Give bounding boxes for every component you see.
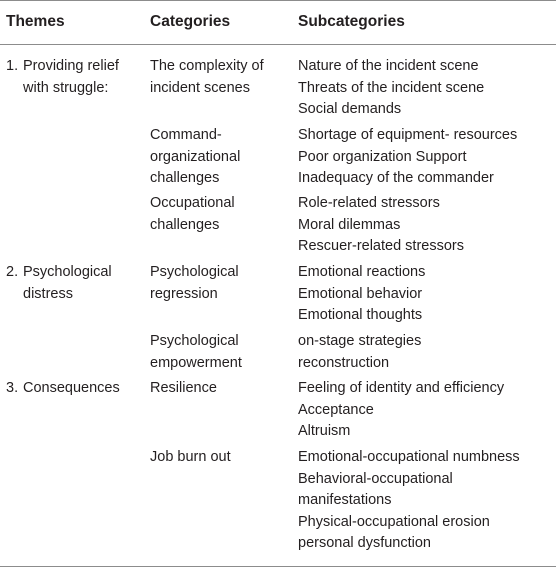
- theme-3: [6, 378, 120, 400]
- theme-number: 1.: [6, 58, 19, 74]
- subcategory-item: Emotional behavior: [298, 285, 423, 302]
- category-complexity-of-incident-scenes: [150, 56, 264, 99]
- header-categories: Categories: [150, 13, 231, 30]
- subcategories-regression: [298, 262, 425, 327]
- category-label: The complexity of: [150, 58, 264, 74]
- header-rule: [0, 44, 556, 45]
- subcategory-item: Poor organization Support: [298, 148, 467, 165]
- header-themes: Themes: [6, 13, 65, 30]
- theme-1: [6, 56, 119, 99]
- category-psychological-empowerment: [150, 331, 242, 374]
- category-psychological-regression: [150, 262, 239, 305]
- subcategories-empowerment: [298, 331, 421, 374]
- subcategory-item: Social demands: [298, 101, 402, 118]
- category-command-organizational-challenges: [150, 125, 240, 190]
- top-rule: [0, 0, 556, 1]
- bottom-rule: [0, 566, 556, 567]
- subcategory-item: Shortage of equipment- resources: [298, 127, 518, 143]
- subcategory-item: Moral dilemmas: [298, 216, 401, 233]
- subcategories-resilience: [298, 378, 504, 443]
- subcategory-item: reconstruction: [298, 354, 390, 371]
- subcategory-item: manifestations: [298, 492, 392, 509]
- subcategory-item: on-stage strategies: [298, 333, 422, 349]
- category-job-burn-out: [150, 447, 231, 469]
- subcategory-item: Emotional reactions: [298, 264, 426, 280]
- subcategory-item: Feeling of identity and efficiency: [298, 380, 505, 396]
- subcategory-item: Role-related stressors: [298, 195, 440, 211]
- subcategories-occupational: [298, 193, 464, 258]
- category-label: challenges: [150, 170, 220, 187]
- subcategory-item: Behavioral-occupational: [298, 470, 453, 487]
- subcategory-item: Inadequacy of the commander: [298, 170, 494, 187]
- category-label: incident scenes: [150, 79, 250, 96]
- subcategory-item: Emotional-occupational numbness: [298, 449, 520, 465]
- theme-label: Consequences: [23, 380, 120, 396]
- category-label: challenges: [150, 216, 220, 233]
- theme-2: [6, 262, 112, 305]
- subcategory-item: Nature of the incident scene: [298, 58, 479, 74]
- category-label: empowerment: [150, 354, 242, 371]
- subcategories-complexity: [298, 56, 484, 121]
- category-label: Job burn out: [150, 449, 231, 465]
- category-label: Command-: [150, 127, 222, 143]
- theme-label: Providing relief: [23, 58, 119, 74]
- category-label: regression: [150, 285, 218, 302]
- subcategories-command: [298, 125, 517, 190]
- subcategory-item: Rescuer-related stressors: [298, 238, 464, 255]
- category-label: Occupational: [150, 195, 235, 211]
- theme-number: 3.: [6, 380, 19, 396]
- subcategories-burn-out: [298, 447, 520, 555]
- category-label: Psychological: [150, 333, 239, 349]
- category-label: Resilience: [150, 380, 217, 396]
- category-occupational-challenges: [150, 193, 235, 236]
- subcategory-item: personal dysfunction: [298, 535, 431, 552]
- subcategory-item: Threats of the incident scene: [298, 79, 485, 96]
- header-subcategories: Subcategories: [298, 13, 405, 30]
- theme-number: 2.: [6, 264, 19, 280]
- category-resilience: [150, 378, 217, 400]
- theme-label: with struggle:: [23, 79, 109, 96]
- theme-label: Psychological: [23, 264, 112, 280]
- subcategory-item: Emotional thoughts: [298, 307, 423, 324]
- theme-label: distress: [23, 285, 73, 302]
- category-label: organizational: [150, 148, 241, 165]
- category-label: Psychological: [150, 264, 239, 280]
- subcategory-item: Acceptance: [298, 401, 374, 418]
- subcategory-item: Altruism: [298, 423, 351, 440]
- subcategory-item: Physical-occupational erosion: [298, 513, 490, 530]
